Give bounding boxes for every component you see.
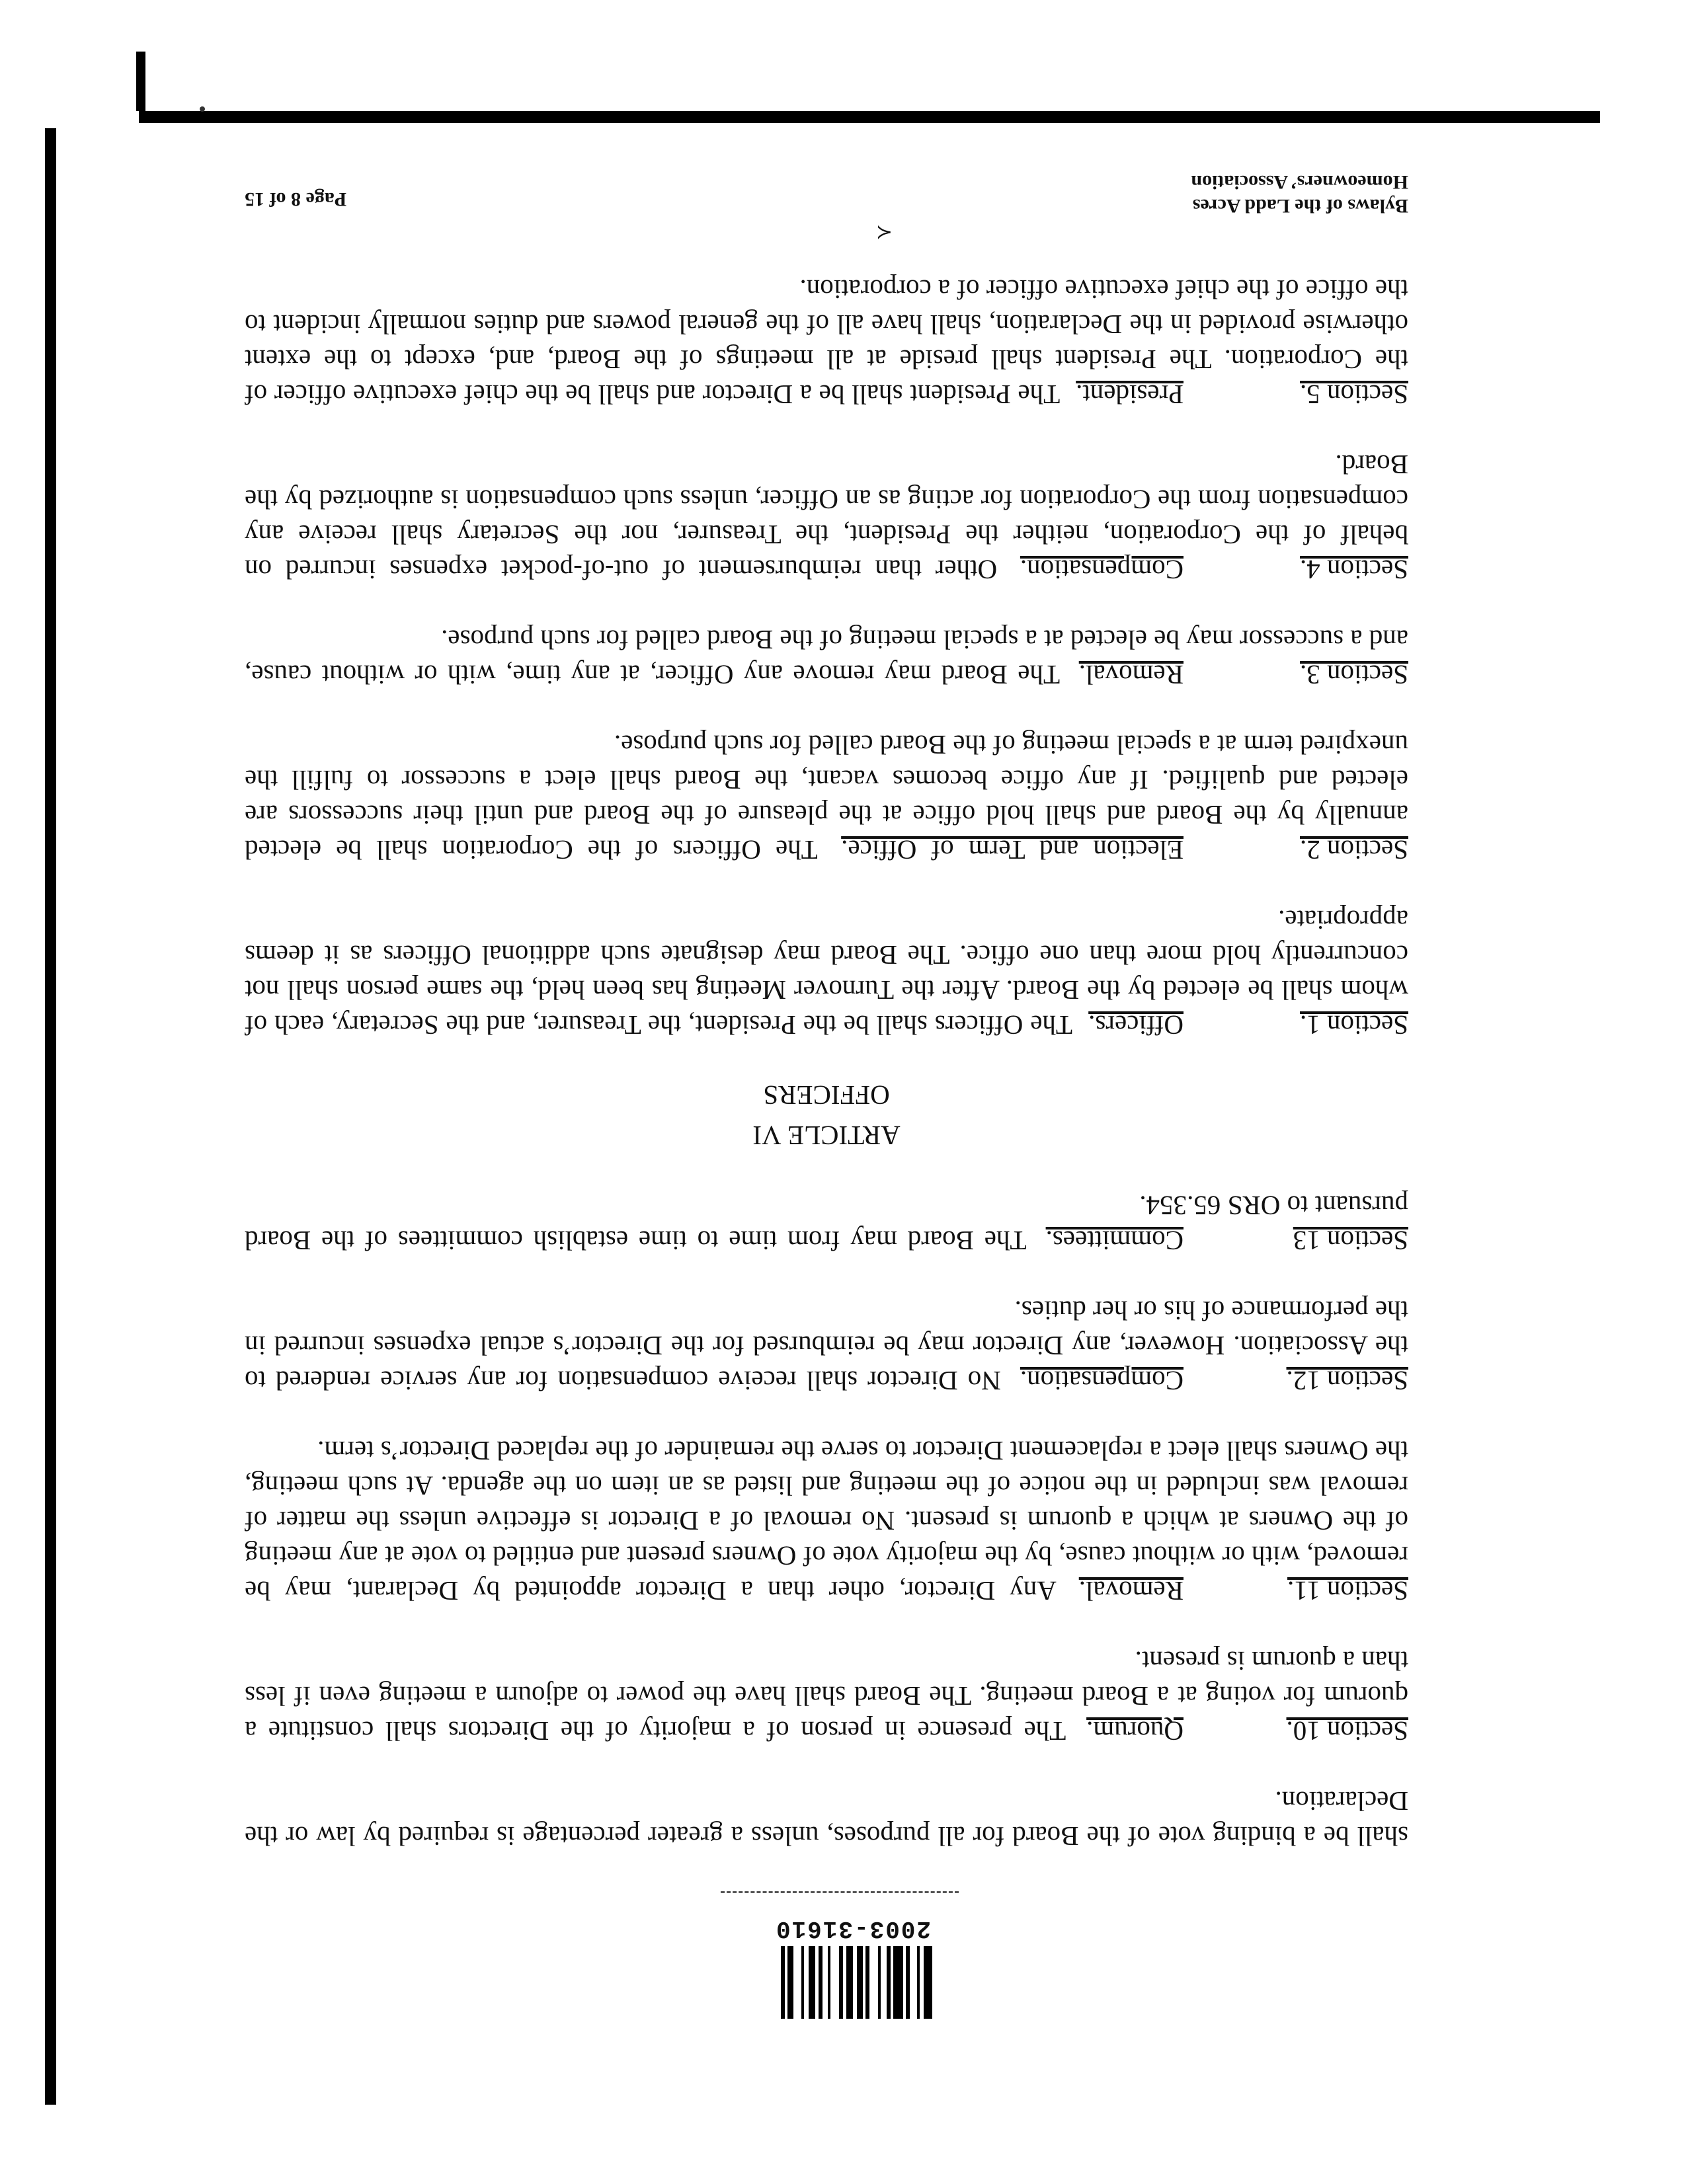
barcode-bar (828, 1946, 830, 2019)
barcode-gap (805, 1946, 809, 2019)
barcode-bar (846, 1946, 854, 2019)
barcode-bar (801, 1946, 804, 2019)
section-text: The presence in person of a majority of the Directors shall constitute a quorum for voting at a Board meeting. The Board shall have the power to adjourn a meeting even if less than a quorum is present. (245, 1646, 1408, 1746)
barcode-gap (863, 1946, 865, 2019)
footer-line-1: Bylaws of the Ladd Acres (1192, 195, 1408, 217)
section-text: No Director shall receive compensation for any service rendered to the Association. However, any Director may be reimbursed for the Director’s actual expenses incurred in the performance of his or her duties. (245, 1296, 1408, 1396)
section-number: Section 13 (1293, 1226, 1408, 1256)
document-body (245, 237, 1408, 1853)
section-number: Section 5. (1300, 379, 1408, 410)
section-number: Section 3. (1300, 660, 1408, 690)
section-title: Compensation. (1020, 1366, 1184, 1396)
section-title: Compensation. (1020, 555, 1184, 585)
scan-speck (200, 106, 205, 112)
article-name: OFFICERS (763, 1080, 890, 1111)
section-text: Any Director, other than a Director appointed by Declarant, may be removed, with or without cause, by the majority vote of Owners present and entitled to vote at any meeting of the Owners at which a quorum is present. No removal of a Director is effective unless the matter of removal was included in the notice of the meeting and listed as an item on the agenda. At such meeting, the Owners shall elect a replacement Director to serve the remainder of the replaced Director’s term. (245, 1436, 1408, 1606)
section-12-compensation (245, 1293, 1408, 1398)
article-section-3-removal (245, 622, 1408, 692)
barcode-gap (920, 1946, 924, 2019)
barcode-bars (774, 1946, 932, 2019)
footer-line-2: Homeowners’ Association (1191, 171, 1408, 193)
page-number: Page 8 of 15 (245, 188, 347, 210)
section-number: Section 11. (1287, 1576, 1408, 1606)
barcode-gap (881, 1946, 886, 2019)
barcode-bar (893, 1946, 903, 2019)
barcode-bar (819, 1946, 823, 2019)
section-title: Election and Term of Office. (841, 835, 1184, 865)
article-section-5-president (245, 272, 1408, 412)
article-section-2-election (245, 727, 1408, 867)
section-title: Removal. (1078, 660, 1184, 690)
section-number: Section 10. (1286, 1716, 1408, 1746)
barcode-gap (774, 1946, 781, 2019)
section-13-committees (245, 1188, 1408, 1258)
barcode-number: 2003-31610 (774, 1915, 932, 1942)
barcode-bar (887, 1946, 891, 2019)
barcode-bar (865, 1946, 869, 2019)
section-title: Removal. (1078, 1576, 1184, 1606)
scan-border-side (45, 128, 56, 2105)
barcode-bar (809, 1946, 816, 2019)
paragraph-text: shall be a binding vote of the Board for all purposes, unless a greater percentage is required by law or the Declaration. (245, 1786, 1408, 1852)
barcode-gap (910, 1946, 917, 2019)
barcode-gap (843, 1946, 846, 2019)
barcode-bar (924, 1946, 932, 2019)
section-title: President. (1076, 379, 1184, 410)
section-number: Section 2. (1300, 835, 1408, 865)
section-11-removal (245, 1433, 1408, 1608)
section-10-quorum (245, 1643, 1408, 1748)
barcode-bar (857, 1946, 862, 2019)
margin-mark: ≺ (875, 221, 893, 243)
recording-barcode (774, 1903, 932, 2019)
scan-border-top (139, 111, 1600, 123)
section-text: The Board may remove any Officer, at any time, with or without cause, and a successor may be elected at a special meeting of the Board called for such purpose. (245, 625, 1408, 690)
section-title: Committees. (1045, 1226, 1184, 1256)
barcode-gap (891, 1946, 893, 2019)
footer-document-title (945, 170, 1408, 217)
barcode-gap (869, 1946, 878, 2019)
barcode-bar (917, 1946, 920, 2019)
barcode-bar (839, 1946, 843, 2019)
barcode-gap (830, 1946, 839, 2019)
barcode-gap (815, 1946, 818, 2019)
barcode-underline (721, 1891, 959, 1893)
barcode-bar (781, 1946, 785, 2019)
barcode-gap (793, 1946, 802, 2019)
barcode-bar (878, 1946, 881, 2019)
barcode-bar (787, 1946, 793, 2019)
section-text: The President shall be a Director and shall be the chief executive officer of the Corporation. The President shall preside at all meetings of the Board, and, except to the extent otherwise provided in the Declaration, shall have all of the general powers and duties normally incident to the office of the chief executive officer of a corporation. (245, 274, 1408, 410)
barcode-gap (853, 1946, 857, 2019)
section-number: Section 4. (1300, 555, 1408, 585)
scan-border-corner (136, 52, 145, 111)
section-text: The Board may from time to time establish committees of the Board pursuant to ORS 65.354. (245, 1190, 1408, 1256)
section-title: Officers. (1088, 1010, 1184, 1040)
barcode-bar (906, 1946, 910, 2019)
article-section-1-officers (245, 902, 1408, 1042)
paragraph-continuation (245, 1783, 1408, 1853)
section-number: Section 12. (1286, 1366, 1408, 1396)
section-title: Quorum. (1086, 1716, 1184, 1746)
article-section-4-compensation (245, 447, 1408, 587)
barcode-gap (903, 1946, 906, 2019)
article-number: ARTICLE VI (752, 1120, 901, 1151)
section-number: Section 1. (1300, 1010, 1408, 1040)
section-text: Other than reimbursement of out-of-pocket expenses incurred on behalf of the Corporation, neither the President, the Treasurer, nor the Secretary shall receive any compensation from the Corporation for acting as an Officer, unless such compensation is authorized by the Board. (245, 449, 1408, 585)
barcode-gap (823, 1946, 828, 2019)
section-text: The Officers of the Corporation shall be elected annually by the Board and shall hold office at the pleasure of the Board and until their successors are elected and qualified. If any office becomes vacant, the Board shall elect a successor to fulfill the unexpired term at a special meeting of the Board called for such purpose. (244, 730, 1408, 865)
barcode-gap (785, 1946, 787, 2019)
section-text: The Officers shall be the President, the Treasurer, and the Secretary, each of whom shall be elected by the Board. After the Turnover Meeting has been held, the same person shall not concurrently hold more than one office. The Board may designate such additional Officers as it deems appropriate. (245, 905, 1408, 1040)
